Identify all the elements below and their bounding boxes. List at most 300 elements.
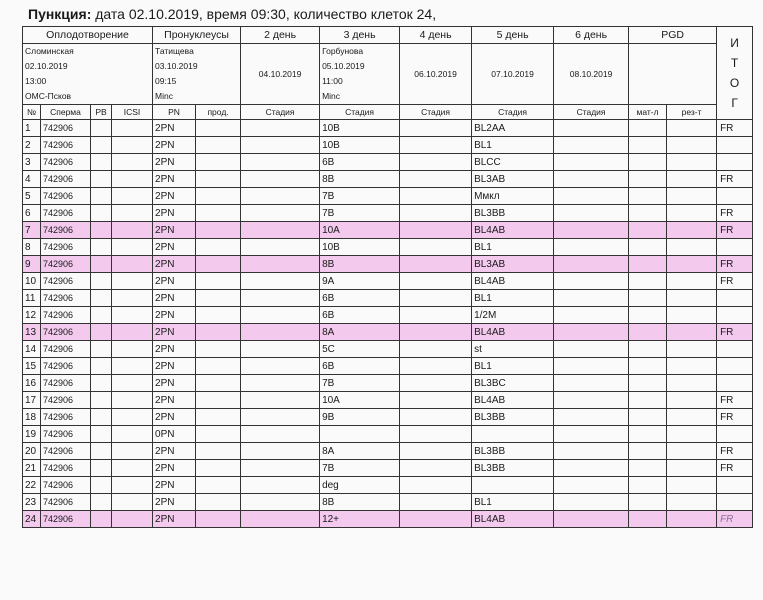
pb-cell — [91, 137, 112, 154]
title-label: Пункция: — [28, 6, 92, 22]
pb-cell — [91, 426, 112, 443]
pn-cell: 2PN — [153, 239, 196, 256]
pn-cell: 2PN — [153, 375, 196, 392]
day3-date: 05.10.2019 — [322, 61, 365, 71]
day3-stage-cell: 6B — [320, 358, 400, 375]
icsi-cell — [112, 290, 153, 307]
sperm-cell: 742906 — [41, 120, 91, 137]
pgd-result-cell — [667, 188, 717, 205]
prod-cell — [196, 443, 241, 460]
col-pn: PN — [153, 105, 196, 120]
col-prod: прод. — [196, 105, 241, 120]
row-number: 11 — [23, 290, 41, 307]
day4-stage-cell — [400, 188, 472, 205]
sperm-cell: 742906 — [41, 137, 91, 154]
pb-cell — [91, 290, 112, 307]
pgd-result-cell — [667, 511, 717, 528]
day3-stage-cell: 8B — [320, 171, 400, 188]
pgd-result-cell — [667, 409, 717, 426]
table-row — [23, 460, 753, 477]
group-day6: 6 день — [554, 27, 629, 44]
row-number: 3 — [23, 154, 41, 171]
pgd-material-cell — [629, 477, 667, 494]
pgd-material-cell — [629, 137, 667, 154]
col-pgd-material: мат-л — [629, 105, 667, 120]
result-cell: FR — [717, 256, 753, 273]
prod-cell — [196, 494, 241, 511]
pb-cell — [91, 341, 112, 358]
prod-cell — [196, 460, 241, 477]
day5-stage-cell: BL3BC — [472, 375, 554, 392]
pgd-material-cell — [629, 188, 667, 205]
result-cell: FR — [717, 273, 753, 290]
day6-stage-cell — [554, 358, 629, 375]
result-cell — [717, 375, 753, 392]
pgd-result-cell — [667, 205, 717, 222]
sperm-cell: 742906 — [41, 154, 91, 171]
table-row — [23, 443, 753, 460]
icsi-cell — [112, 256, 153, 273]
icsi-cell — [112, 511, 153, 528]
icsi-cell — [112, 273, 153, 290]
result-cell — [717, 188, 753, 205]
pgd-result-cell — [667, 256, 717, 273]
day2-stage-cell — [241, 324, 320, 341]
day4-stage-cell — [400, 409, 472, 426]
day4-stage-cell — [400, 341, 472, 358]
row-number: 20 — [23, 443, 41, 460]
group-fertilization: Оплодотворение — [23, 27, 153, 44]
day6-stage-cell — [554, 409, 629, 426]
row-number: 16 — [23, 375, 41, 392]
pronuclei-date: 03.10.2019 — [155, 61, 198, 71]
pb-cell — [91, 460, 112, 477]
pgd-material-cell — [629, 307, 667, 324]
day4-stage-cell — [400, 222, 472, 239]
fertilization-time: 13:00 — [25, 76, 47, 86]
sperm-cell: 742906 — [41, 409, 91, 426]
day3-stage-cell: 10B — [320, 137, 400, 154]
day5-stage-cell: BL3BB — [472, 443, 554, 460]
day6-stage-cell — [554, 171, 629, 188]
day5-stage-cell: BL3AB — [472, 256, 554, 273]
pb-cell — [91, 511, 112, 528]
day5-info — [472, 44, 554, 105]
pgd-material-cell — [629, 341, 667, 358]
day3-medium: Minc — [322, 91, 341, 101]
pb-cell — [91, 205, 112, 222]
result-header-label: ИТОГ — [729, 36, 740, 110]
col-num: № — [23, 105, 41, 120]
day4-stage-cell — [400, 494, 472, 511]
prod-cell — [196, 392, 241, 409]
day6-stage-cell — [554, 341, 629, 358]
day3-stage-cell: 10B — [320, 239, 400, 256]
result-cell — [717, 137, 753, 154]
day4-stage-cell — [400, 239, 472, 256]
prod-cell — [196, 341, 241, 358]
day3-stage-cell: 9B — [320, 409, 400, 426]
day5-stage-cell — [472, 477, 554, 494]
icsi-cell — [112, 443, 153, 460]
icsi-cell — [112, 154, 153, 171]
title-text: дата 02.10.2019, время 09:30, количество клеток 24, — [95, 6, 437, 22]
day4-stage-cell — [400, 120, 472, 137]
day3-embryologist: Горбунова — [322, 46, 364, 56]
pb-cell — [91, 443, 112, 460]
pgd-result-cell — [667, 273, 717, 290]
pb-cell — [91, 307, 112, 324]
day3-stage-cell: 7B — [320, 188, 400, 205]
day5-stage-cell: BL1 — [472, 358, 554, 375]
pgd-material-cell — [629, 460, 667, 477]
row-number: 7 — [23, 222, 41, 239]
pn-cell: 2PN — [153, 494, 196, 511]
day3-stage-cell: 10A — [320, 222, 400, 239]
prod-cell — [196, 154, 241, 171]
table-row — [23, 358, 753, 375]
day2-stage-cell — [241, 154, 320, 171]
pn-cell: 2PN — [153, 409, 196, 426]
pgd-result-cell — [667, 222, 717, 239]
day6-stage-cell — [554, 443, 629, 460]
pgd-material-cell — [629, 375, 667, 392]
pgd-material-cell — [629, 154, 667, 171]
result-cell: FR — [717, 460, 753, 477]
prod-cell — [196, 188, 241, 205]
day2-stage-cell — [241, 341, 320, 358]
prod-cell — [196, 358, 241, 375]
table-row — [23, 426, 753, 443]
day6-stage-cell — [554, 494, 629, 511]
prod-cell — [196, 273, 241, 290]
sperm-cell: 742906 — [41, 494, 91, 511]
table-row — [23, 188, 753, 205]
day3-stage-cell: 7B — [320, 205, 400, 222]
day3-stage-cell: 6B — [320, 154, 400, 171]
day6-stage-cell — [554, 511, 629, 528]
sperm-cell: 742906 — [41, 222, 91, 239]
pgd-result-cell — [667, 443, 717, 460]
day5-stage-cell: BL1 — [472, 137, 554, 154]
sperm-cell: 742906 — [41, 307, 91, 324]
day4-stage-cell — [400, 205, 472, 222]
result-cell: FR — [717, 120, 753, 137]
row-number: 9 — [23, 256, 41, 273]
icsi-cell — [112, 494, 153, 511]
day3-stage-cell: 7B — [320, 375, 400, 392]
day2-stage-cell — [241, 120, 320, 137]
row-number: 12 — [23, 307, 41, 324]
day6-stage-cell — [554, 273, 629, 290]
row-number: 21 — [23, 460, 41, 477]
prod-cell — [196, 511, 241, 528]
table-row — [23, 222, 753, 239]
group-pronuclei: Пронуклеусы — [153, 27, 241, 44]
day6-stage-cell — [554, 120, 629, 137]
pronuclei-medium: Minc — [155, 91, 173, 101]
day2-stage-cell — [241, 358, 320, 375]
pb-cell — [91, 324, 112, 341]
pn-cell: 2PN — [153, 443, 196, 460]
day4-stage-cell — [400, 477, 472, 494]
pn-cell: 2PN — [153, 392, 196, 409]
group-day3: 3 день — [320, 27, 400, 44]
day4-stage-cell — [400, 375, 472, 392]
result-cell — [717, 290, 753, 307]
day5-stage-cell — [472, 426, 554, 443]
prod-cell — [196, 477, 241, 494]
prod-cell — [196, 426, 241, 443]
day6-stage-cell — [554, 426, 629, 443]
embryo-table — [22, 26, 753, 528]
result-cell — [717, 239, 753, 256]
day4-stage-cell — [400, 426, 472, 443]
pgd-result-cell — [667, 324, 717, 341]
day6-stage-cell — [554, 307, 629, 324]
day2-stage-cell — [241, 443, 320, 460]
pgd-info — [629, 44, 717, 105]
table-row — [23, 494, 753, 511]
result-header — [717, 27, 753, 120]
day5-stage-cell: BL4AB — [472, 222, 554, 239]
day3-stage-cell: 10A — [320, 392, 400, 409]
day2-date: 04.10.2019 — [258, 68, 302, 79]
icsi-cell — [112, 205, 153, 222]
day4-stage-cell — [400, 273, 472, 290]
pn-cell: 2PN — [153, 307, 196, 324]
pn-cell: 2PN — [153, 256, 196, 273]
day5-stage-cell: BL3BB — [472, 205, 554, 222]
table-row — [23, 205, 753, 222]
day3-stage-cell: 7B — [320, 460, 400, 477]
pgd-material-cell — [629, 239, 667, 256]
row-number: 17 — [23, 392, 41, 409]
day2-stage-cell — [241, 171, 320, 188]
day3-stage-cell: 6B — [320, 290, 400, 307]
result-cell — [717, 426, 753, 443]
sperm-cell: 742906 — [41, 443, 91, 460]
prod-cell — [196, 222, 241, 239]
result-cell — [717, 341, 753, 358]
pgd-result-cell — [667, 307, 717, 324]
prod-cell — [196, 409, 241, 426]
day4-info — [400, 44, 472, 105]
prod-cell — [196, 239, 241, 256]
table-row — [23, 409, 753, 426]
result-cell: FR — [717, 324, 753, 341]
row-number: 13 — [23, 324, 41, 341]
table-row — [23, 273, 753, 290]
pn-cell: 2PN — [153, 511, 196, 528]
pgd-result-cell — [667, 358, 717, 375]
day2-stage-cell — [241, 426, 320, 443]
row-number: 24 — [23, 511, 41, 528]
prod-cell — [196, 290, 241, 307]
day2-stage-cell — [241, 290, 320, 307]
day5-stage-cell: BL1 — [472, 494, 554, 511]
day5-stage-cell: BL1 — [472, 290, 554, 307]
icsi-cell — [112, 392, 153, 409]
sperm-cell: 742906 — [41, 324, 91, 341]
day2-stage-cell — [241, 137, 320, 154]
pn-cell: 2PN — [153, 273, 196, 290]
day2-stage-cell — [241, 273, 320, 290]
sperm-cell: 742906 — [41, 358, 91, 375]
day6-stage-cell — [554, 188, 629, 205]
day6-stage-cell — [554, 239, 629, 256]
day5-stage-cell: BL3AB — [472, 171, 554, 188]
table-row — [23, 392, 753, 409]
icsi-cell — [112, 375, 153, 392]
pn-cell: 2PN — [153, 460, 196, 477]
icsi-cell — [112, 307, 153, 324]
pgd-material-cell — [629, 443, 667, 460]
day5-stage-cell: BL2AA — [472, 120, 554, 137]
pb-cell — [91, 256, 112, 273]
day6-stage-cell — [554, 375, 629, 392]
day3-stage-cell: 8B — [320, 256, 400, 273]
day5-stage-cell: 1/2M — [472, 307, 554, 324]
day5-stage-cell: BL4AB — [472, 511, 554, 528]
pn-cell: 2PN — [153, 205, 196, 222]
pronuclei-embryologist: Татищева — [155, 46, 194, 56]
pgd-result-cell — [667, 154, 717, 171]
day3-stage-cell: 10B — [320, 120, 400, 137]
pgd-result-cell — [667, 239, 717, 256]
pn-cell: 2PN — [153, 324, 196, 341]
day2-stage-cell — [241, 188, 320, 205]
day4-stage-cell — [400, 392, 472, 409]
row-number: 6 — [23, 205, 41, 222]
group-day5: 5 день — [472, 27, 554, 44]
day4-stage-cell — [400, 290, 472, 307]
day2-stage-cell — [241, 222, 320, 239]
sperm-cell: 742906 — [41, 273, 91, 290]
pgd-material-cell — [629, 120, 667, 137]
icsi-cell — [112, 426, 153, 443]
pgd-material-cell — [629, 426, 667, 443]
pn-cell: 2PN — [153, 222, 196, 239]
pb-cell — [91, 494, 112, 511]
day3-stage-cell: 5C — [320, 341, 400, 358]
table-row — [23, 477, 753, 494]
day6-info — [554, 44, 629, 105]
pn-cell: 2PN — [153, 120, 196, 137]
day2-stage-cell — [241, 239, 320, 256]
day2-stage-cell — [241, 392, 320, 409]
day3-stage-cell: 8A — [320, 443, 400, 460]
pgd-result-cell — [667, 460, 717, 477]
fertilization-date: 02.10.2019 — [25, 61, 68, 71]
prod-cell — [196, 171, 241, 188]
pb-cell — [91, 392, 112, 409]
pb-cell — [91, 154, 112, 171]
day3-stage-cell: 6B — [320, 307, 400, 324]
pb-cell — [91, 477, 112, 494]
sperm-cell: 742906 — [41, 511, 91, 528]
day5-stage-cell: BL4AB — [472, 273, 554, 290]
embryologist-name: Сломинская — [25, 46, 74, 56]
pgd-result-cell — [667, 426, 717, 443]
table-row — [23, 375, 753, 392]
day4-stage-cell — [400, 324, 472, 341]
day3-stage-cell: 8A — [320, 324, 400, 341]
pgd-material-cell — [629, 205, 667, 222]
day5-stage-cell: BL3BB — [472, 460, 554, 477]
col-stage-day6: Стадия — [554, 105, 629, 120]
pgd-result-cell — [667, 137, 717, 154]
icsi-cell — [112, 341, 153, 358]
pn-cell: 2PN — [153, 188, 196, 205]
icsi-cell — [112, 171, 153, 188]
pb-cell — [91, 409, 112, 426]
day5-date: 07.10.2019 — [491, 68, 534, 79]
day2-info — [241, 44, 320, 105]
table-row — [23, 256, 753, 273]
pb-cell — [91, 222, 112, 239]
table-row — [23, 324, 753, 341]
fertilization-info — [23, 44, 153, 105]
pgd-result-cell — [667, 120, 717, 137]
group-pgd: PGD — [629, 27, 717, 44]
day5-stage-cell: BL4AB — [472, 324, 554, 341]
sperm-cell: 742906 — [41, 426, 91, 443]
icsi-cell — [112, 222, 153, 239]
row-number: 23 — [23, 494, 41, 511]
table-row — [23, 290, 753, 307]
sperm-cell: 742906 — [41, 341, 91, 358]
day2-stage-cell — [241, 409, 320, 426]
day6-stage-cell — [554, 154, 629, 171]
col-pgd-result: рез-т — [667, 105, 717, 120]
day4-date: 06.10.2019 — [414, 68, 457, 79]
day4-stage-cell — [400, 307, 472, 324]
sperm-cell: 742906 — [41, 171, 91, 188]
pb-cell — [91, 239, 112, 256]
row-number: 2 — [23, 137, 41, 154]
pb-cell — [91, 273, 112, 290]
icsi-cell — [112, 460, 153, 477]
pb-cell — [91, 358, 112, 375]
row-number: 22 — [23, 477, 41, 494]
sperm-cell: 742906 — [41, 477, 91, 494]
table-row — [23, 137, 753, 154]
col-pb: PB — [91, 105, 112, 120]
day3-stage-cell: 8B — [320, 494, 400, 511]
pn-cell: 2PN — [153, 137, 196, 154]
sperm-cell: 742906 — [41, 290, 91, 307]
icsi-cell — [112, 409, 153, 426]
day4-stage-cell — [400, 511, 472, 528]
group-day4: 4 день — [400, 27, 472, 44]
result-cell — [717, 154, 753, 171]
row-number: 19 — [23, 426, 41, 443]
col-stage-day2: Стадия — [241, 105, 320, 120]
pgd-result-cell — [667, 494, 717, 511]
day5-stage-cell: BL4AB — [472, 392, 554, 409]
day4-stage-cell — [400, 137, 472, 154]
day2-stage-cell — [241, 307, 320, 324]
day2-stage-cell — [241, 205, 320, 222]
icsi-cell — [112, 120, 153, 137]
day6-date: 08.10.2019 — [569, 68, 613, 79]
pgd-material-cell — [629, 324, 667, 341]
result-cell: FR — [717, 443, 753, 460]
row-number: 15 — [23, 358, 41, 375]
col-sperm: Сперма — [41, 105, 91, 120]
pgd-material-cell — [629, 358, 667, 375]
